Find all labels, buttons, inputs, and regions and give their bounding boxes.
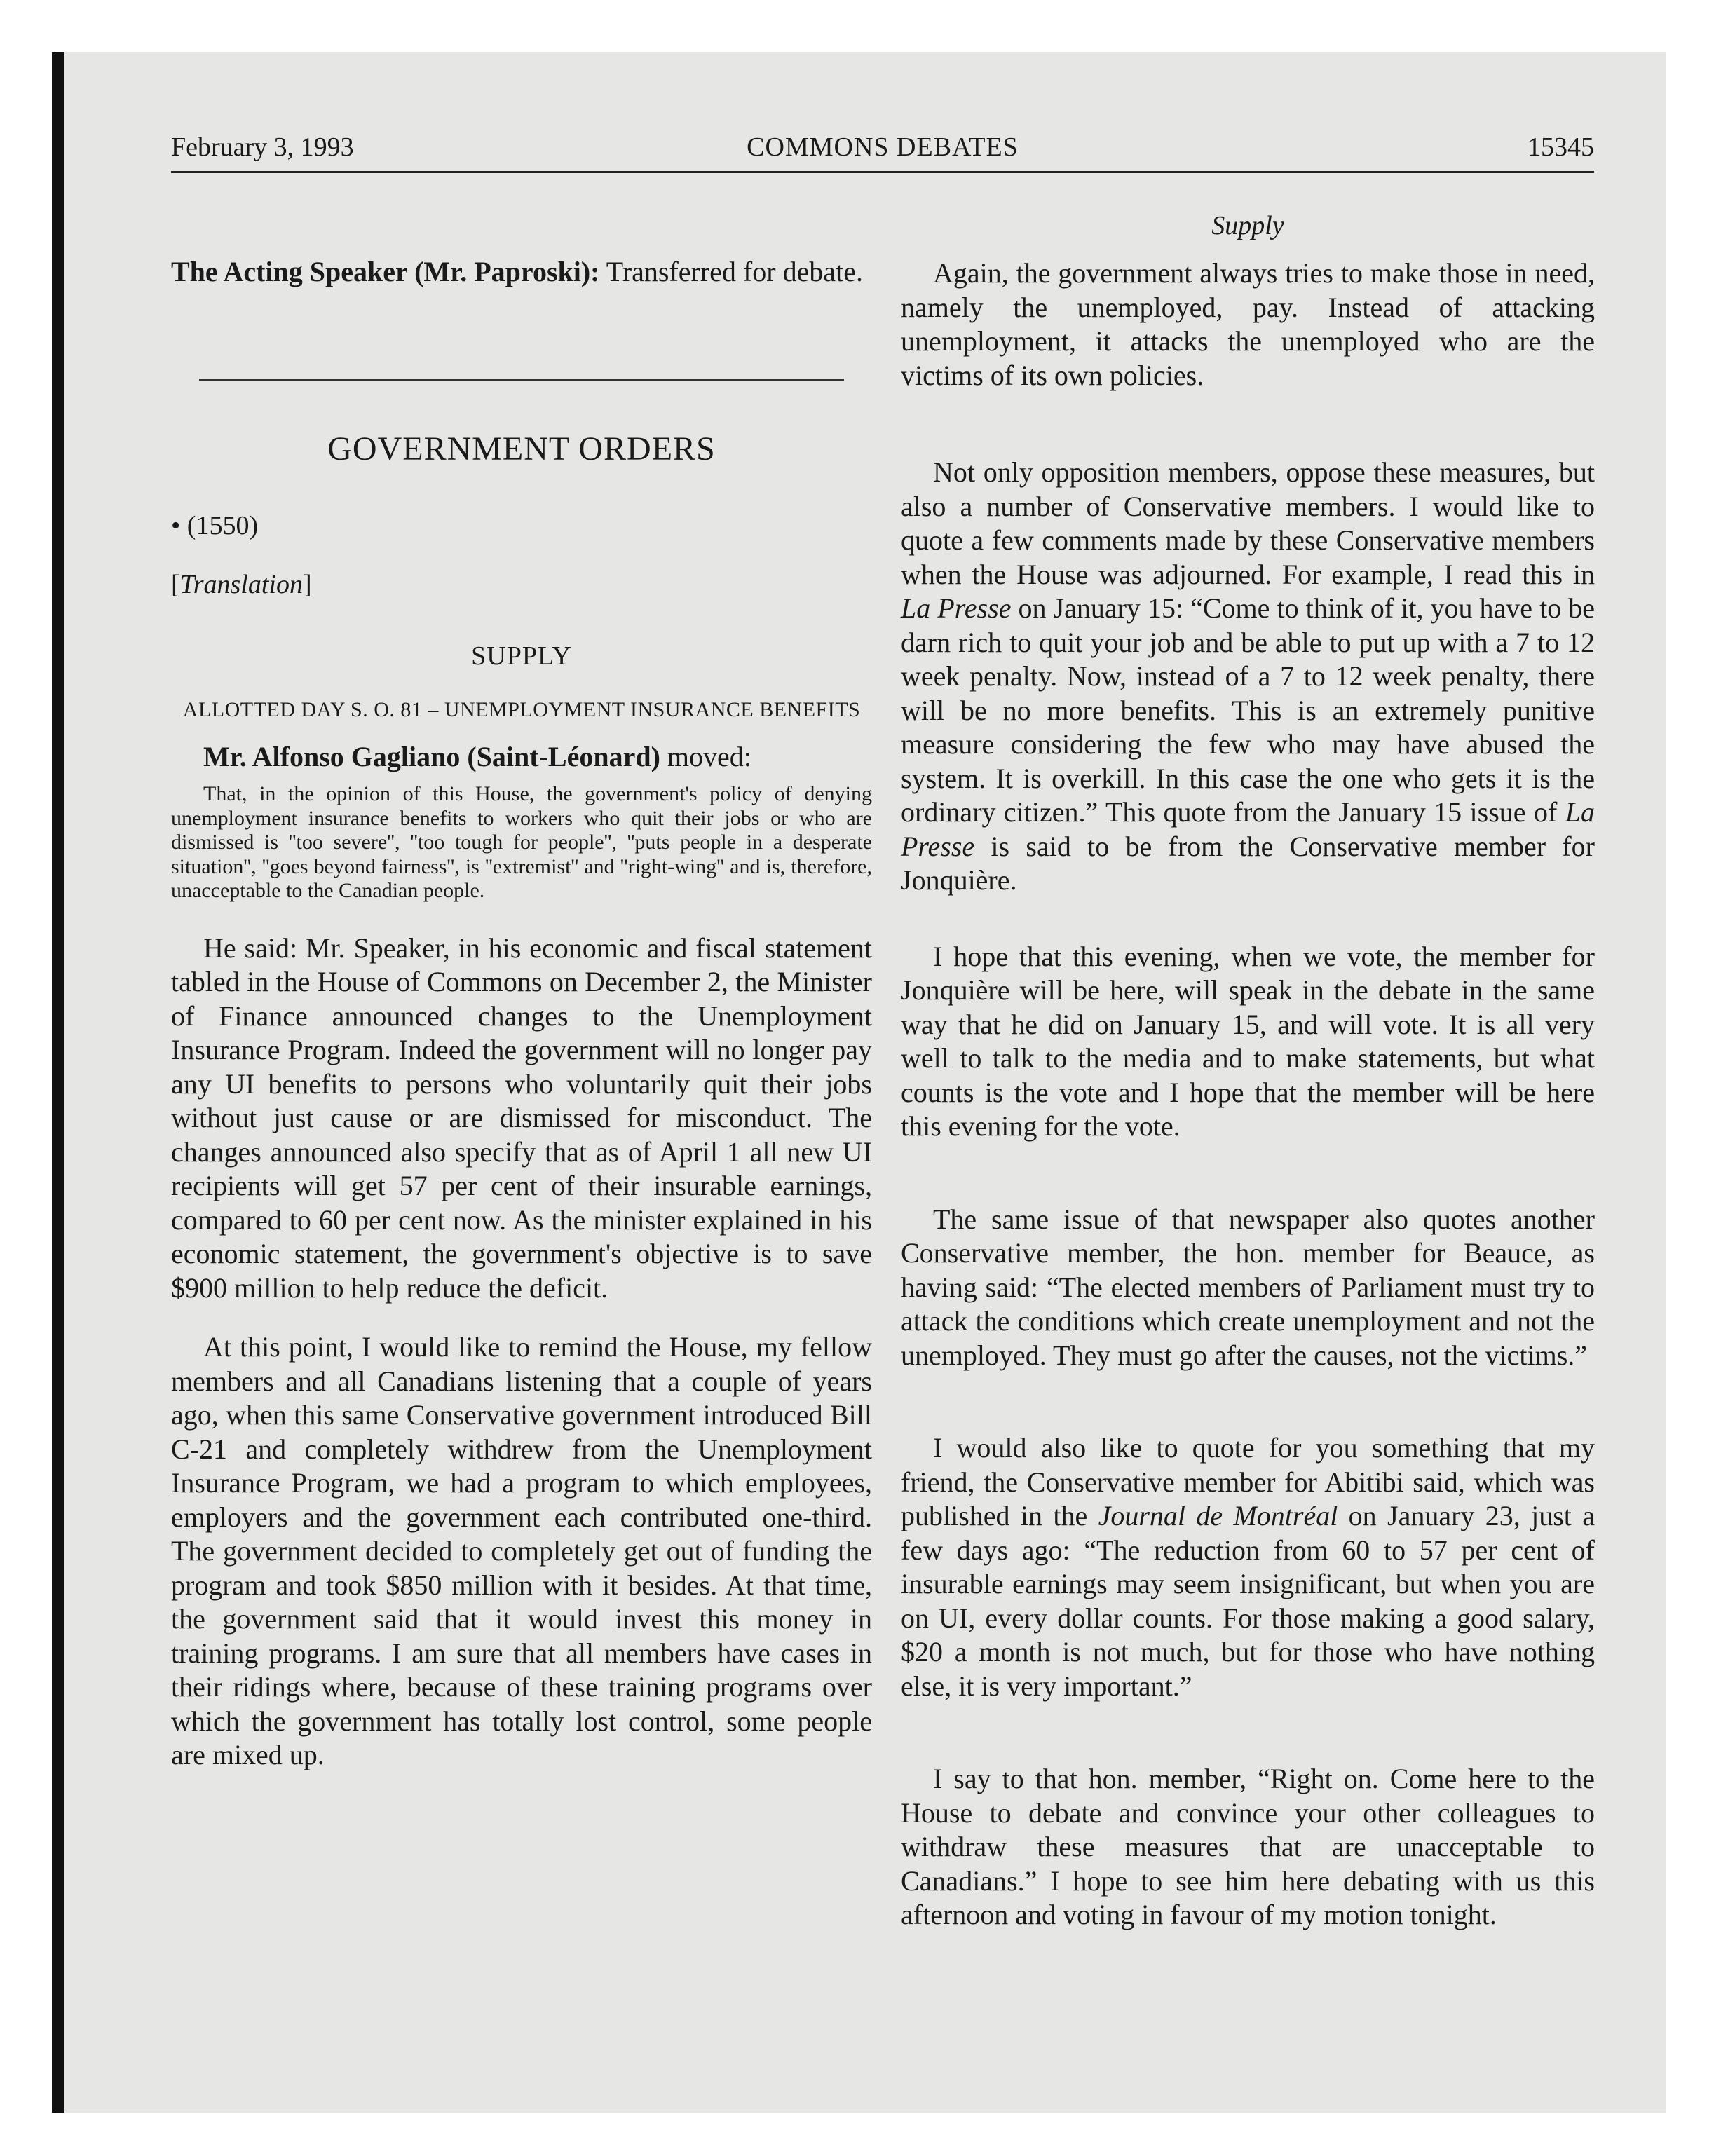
speaker-statement: Transferred for debate.	[599, 256, 863, 287]
text-run: Not only opposition members, oppose these measures, but also a number of Conservative members. I would like to quote a few comments made by these Conservative members when the House was adjourned. For example, I read this in	[901, 456, 1595, 590]
mover-line	[171, 740, 872, 775]
left-column	[171, 210, 872, 1773]
text-run: is said to be from the Conservative member for Jonquière.	[901, 830, 1595, 896]
publication-name: Journal de Montréal	[1098, 1500, 1338, 1531]
paragraph: At this point, I would like to remind the House, my fellow members and all Canadians listening that a couple of years ago, when this same Conservative government introduced Bill C-21 and completely withdrew from the Unemployment Insurance Program, we had a program to which employees, employers and the government each contributed one-third. The government decided to completely get out of funding the program and took $850 million with it besides. At that time, the government said that it would invest this money in training programs. I am sure that all members have cases in their ridings where, because of these training programs over which the government has totally lost control, some people are mixed up.	[171, 1331, 872, 1770]
allotted-day-heading: ALLOTTED DAY S. O. 81 – UNEMPLOYMENT INSURANCE BENEFITS	[182, 697, 861, 721]
paragraph: He said: Mr. Speaker, in his economic and fiscal statement tabled in the House of Commons on December 2, the Minister of Finance announced changes to the Unemployment Insurance Program. Indeed the government will no longer pay any UI benefits to persons who voluntarily quit their jobs without just cause or are dismissed for misconduct. The changes announced also specify that as of April 1 all new UI recipients will get 57 per cent of their insurable earnings, compared to 60 per cent now. As the minister explained in his economic statement, the government's objective is to save $900 million to help reduce the deficit.	[171, 932, 872, 1304]
subheading-supply: SUPPLY	[471, 641, 572, 671]
text-run: on January 15: “Come to think of it, you have to be darn rich to quit your job and be able to put up with a 7 to 12 week penalty. Now, instead of a 7 to 12 week penalty, there will be no more benefits. This is an extremely punitive measure considering the few who may have abused the system. It is overkill. In this case the one who gets it is the ordinary citizen.” This quote from the January 15 issue of	[901, 592, 1595, 828]
speaker-name: The Acting Speaker (Mr. Paproski):	[171, 256, 600, 287]
binding-edge	[52, 52, 64, 2113]
paragraph: I say to that hon. member, “Right on. Come here to the House to debate and convince your other colleagues to withdraw these measures that are unacceptable to Canadians.” I hope to see him here debating with us this afternoon and voting in favour of my motion tonight.	[901, 1763, 1595, 1930]
section-heading: GOVERNMENT ORDERS	[327, 430, 716, 468]
mover-name: Mr. Alfonso Gagliano (Saint-Léonard)	[203, 740, 660, 772]
paragraph: The same issue of that newspaper also quotes another Conservative member, the hon. member for Beauce, as having said: “The elected members of Parliament must try to attack the conditions which create unemployment and not the unemployed. They must go after the causes, not the victims.”	[901, 1203, 1595, 1371]
paragraph	[901, 456, 1595, 898]
publication-name: La Presse	[901, 592, 1012, 624]
translation-note: [Translation]	[171, 569, 312, 599]
timestamp: • (1550)	[171, 510, 259, 540]
text-run: I would also like to quote for you something that my friend, the Conservative member for Abitibi said, which was published in the	[901, 1432, 1595, 1531]
text-run: on January 23, just a few days ago: “The reduction from 60 to 57 per cent of insurable earnings may seem insignificant, but when you are on UI, every dollar counts. For those making a good salary, $20 a month is not much, but for those who have nothing else, it is very important.”	[901, 1500, 1595, 1702]
header-title: COMMONS DEBATES	[747, 132, 1019, 162]
motion-text: That, in the opinion of this House, the government's policy of denying unemployment insurance benefits to workers who quit their jobs or who are dismissed is ''too severe'', ''too tough for people'', ''puts people in a desperate situation'', ''goes beyond fairness'', is ''extremist'' and ''right-wing'' and is, therefore, unacceptable to the Canadian people.	[171, 782, 872, 902]
paragraph	[901, 1431, 1595, 1703]
mover-action: moved:	[660, 740, 751, 772]
publication-name: La Presse	[901, 796, 1595, 862]
speaker-intro	[171, 255, 872, 289]
translation-label: Translation	[179, 569, 303, 599]
paragraph: I hope that this evening, when we vote, the member for Jonquière will be here, will speak in the debate in the same way that he did on January 15, and will vote. It is all very well to talk to the media and to make statements, but what counts is the vote and I hope that the member will be here this evening for the vote.	[901, 940, 1595, 1142]
paragraph: Again, the government always tries to make those in need, namely the unemployed, pay. Instead of attacking unemployment, it attacks the unemployed who are the victims of its own policies.	[901, 257, 1595, 391]
page-header	[171, 132, 1594, 173]
running-head: Supply	[1211, 211, 1284, 240]
header-page-number: 15345	[1528, 132, 1594, 162]
right-column	[901, 210, 1595, 1932]
header-date: February 3, 1993	[171, 132, 354, 162]
